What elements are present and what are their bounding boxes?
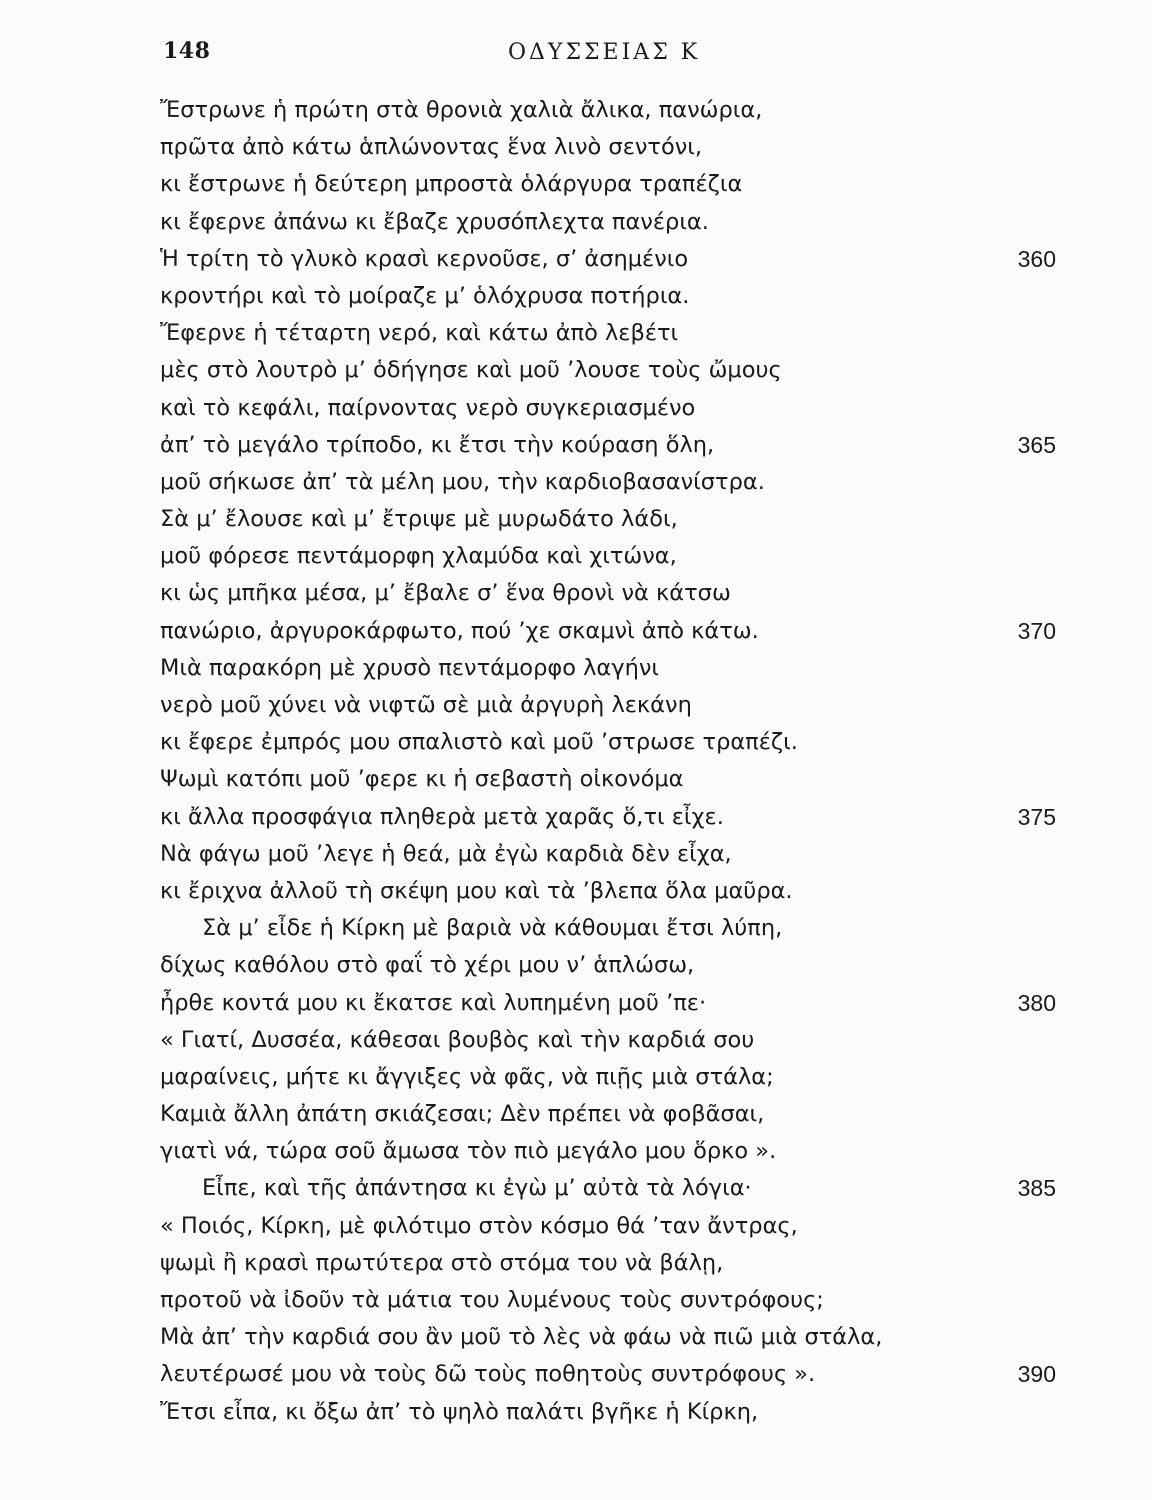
verse-text: πανώριο, ἀργυροκάρφωτο, πού ’χε σκαμνὶ ἀπὸ κάτω. <box>160 617 759 644</box>
line-number: 370 <box>1017 617 1056 644</box>
running-title: ΟΔΥΣΣΕΙΑΣ Κ <box>508 40 701 65</box>
verse-text: λευτέρωσέ μου νὰ τοὺς δῶ τοὺς ποθητοὺς συντρόφους ». <box>160 1361 816 1388</box>
verse-text: Ἔστρωνε ἡ πρώτη στὰ θρονιὰ χαλιὰ ἄλικα, πανώρια, <box>160 97 763 123</box>
verse-text: μὲς στὸ λουτρὸ μ’ ὁδήγησε καὶ μοῦ ’λουσε τοὺς ὤμους <box>160 357 782 384</box>
verse-text: Ἔφερνε ἡ τέταρτη νερό, καὶ κάτω ἀπὸ λεβέτι <box>160 320 679 347</box>
verse-line <box>160 1096 1070 1133</box>
verse-line <box>160 1319 1070 1356</box>
verse-text: μοῦ φόρεσε πεντάμορφη χλαμύδα καὶ χιτώνα, <box>160 543 677 570</box>
verse-text: κι ἔστρωνε ἡ δεύτερη μπροστὰ ὁλάργυρα τραπέζια <box>160 171 743 198</box>
poem-text <box>160 92 1070 1431</box>
verse-text: Ἡ τρίτη τὸ γλυκὸ κρασὶ κερνοῦσε, σ’ ἀσημένιο <box>160 245 689 272</box>
line-number: 385 <box>1017 1175 1056 1202</box>
line-number: 360 <box>1017 245 1056 272</box>
verse-text: κι ἔριχνα ἀλλοῦ τὴ σκέψη μου καὶ τὰ ’βλεπα ὅλα μαῦρα. <box>160 877 793 904</box>
verse-text: « Ποιός, Κίρκη, μὲ φιλότιμο στὸν κόσμο θά ’ταν ἄντρας, <box>160 1212 798 1239</box>
verse-line <box>160 799 1070 836</box>
verse-line <box>160 687 1070 724</box>
verse-line <box>160 464 1070 501</box>
verse-text: Καμιὰ ἄλλη ἀπάτη σκιάζεσαι; Δὲν πρέπει νὰ φοβᾶσαι, <box>160 1101 765 1128</box>
verse-line <box>160 241 1070 278</box>
verse-line <box>160 1170 1070 1207</box>
verse-text: Εἶπε, καὶ τῆς ἀπάντησα κι ἐγὼ μ’ αὐτὰ τὰ λόγια· <box>202 1175 752 1202</box>
verse-line <box>160 910 1070 947</box>
verse-line <box>160 390 1070 427</box>
verse-text: Μὰ ἀπ’ τὴν καρδιά σου ἂν μοῦ τὸ λὲς νὰ φάω νὰ πιῶ μιὰ στάλα, <box>160 1324 883 1351</box>
verse-text: Ἔτσι εἶπα, κι ὄξω ἀπ’ τὸ ψηλὸ παλάτι βγῆκε ἡ Κίρκη, <box>160 1398 759 1425</box>
verse-line <box>160 1133 1070 1170</box>
verse-text: Σὰ μ’ ἔλουσε καὶ μ’ ἔτριψε μὲ μυρωδάτο λάδι, <box>160 506 678 533</box>
line-number: 375 <box>1017 803 1056 830</box>
verse-text: κι ἔφερε ἐμπρός μου σπαλιστὸ καὶ μοῦ ’στρωσε τραπέζι. <box>160 729 798 756</box>
verse-text: κι ἔφερνε ἀπάνω κι ἔβαζε χρυσόπλεχτα πανέρια. <box>160 208 709 235</box>
verse-text: « Γιατί, Δυσσέα, κάθεσαι βουβὸς καὶ τὴν καρδιά σου <box>160 1026 755 1053</box>
verse-text: κροντήρι καὶ τὸ μοίραζε μ’ ὁλόχρυσα ποτήρια. <box>160 282 690 309</box>
verse-line <box>160 1394 1070 1431</box>
verse-line <box>160 985 1070 1022</box>
page-number: 148 <box>163 38 211 64</box>
verse-line <box>160 166 1070 203</box>
verse-line <box>160 1245 1070 1282</box>
verse-text: μαραίνεις, μήτε κι ἄγγιξες νὰ φᾶς, νὰ πιῇς μιὰ στάλα; <box>160 1063 774 1090</box>
verse-line <box>160 427 1070 464</box>
verse-line <box>160 1356 1070 1393</box>
verse-text: ἦρθε κοντά μου κι ἔκατσε καὶ λυπημένη μοῦ ’πε· <box>160 989 707 1016</box>
verse-line <box>160 538 1070 575</box>
verse-line <box>160 836 1070 873</box>
verse-line <box>160 1022 1070 1059</box>
verse-line <box>160 204 1070 241</box>
verse-line <box>160 947 1070 984</box>
verse-line <box>160 613 1070 650</box>
verse-line <box>160 873 1070 910</box>
verse-text: Μιὰ παρακόρη μὲ χρυσὸ πεντάμορφο λαγήνι <box>160 654 660 681</box>
line-number: 365 <box>1017 431 1056 458</box>
verse-line <box>160 575 1070 612</box>
verse-line <box>160 1208 1070 1245</box>
verse-line <box>160 315 1070 352</box>
verse-line <box>160 761 1070 798</box>
verse-text: ψωμὶ ἢ κρασὶ πρωτύτερα στὸ στόμα του νὰ βάλῃ, <box>160 1249 724 1276</box>
verse-text: προτοῦ νὰ ἰδοῦν τὰ μάτια του λυμένους τοὺς συντρόφους; <box>160 1287 824 1313</box>
verse-text: πρῶτα ἀπὸ κάτω ἁπλώνοντας ἕνα λινὸ σεντόνι, <box>160 134 703 161</box>
verse-line <box>160 278 1070 315</box>
verse-line <box>160 501 1070 538</box>
verse-line <box>160 650 1070 687</box>
verse-text: δίχως καθόλου στὸ φαΐ τὸ χέρι μου ν’ ἁπλώσω, <box>160 952 695 979</box>
verse-text: ἀπ’ τὸ μεγάλο τρίποδο, κι ἔτσι τὴν κούραση ὅλη, <box>160 431 715 458</box>
verse-line <box>160 129 1070 166</box>
verse-text: μοῦ σήκωσε ἀπ’ τὰ μέλη μου, τὴν καρδιοβασανίστρα. <box>160 468 765 495</box>
verse-line <box>160 724 1070 761</box>
verse-text: νερὸ μοῦ χύνει νὰ νιφτῶ σὲ μιὰ ἀργυρὴ λεκάνη <box>160 692 692 718</box>
verse-line <box>160 352 1070 389</box>
verse-line <box>160 92 1070 129</box>
line-number: 390 <box>1017 1361 1056 1388</box>
verse-text: γιατὶ νά, τώρα σοῦ ἄμωσα τὸν πιὸ μεγάλο μου ὅρκο ». <box>160 1138 777 1165</box>
verse-text: Ψωμὶ κατόπι μοῦ ’φερε κι ἡ σεβαστὴ οἰκονόμα <box>160 766 684 793</box>
verse-text: κι ἄλλα προσφάγια πληθερὰ μετὰ χαρᾶς ὅ,τι εἶχε. <box>160 803 724 830</box>
line-number: 380 <box>1017 989 1056 1016</box>
verse-text: κι ὡς μπῆκα μέσα, μ’ ἔβαλε σ’ ἕνα θρονὶ νὰ κάτσω <box>160 580 731 607</box>
verse-line <box>160 1059 1070 1096</box>
verse-text: Σὰ μ’ εἶδε ἡ Κίρκη μὲ βαριὰ νὰ κάθουμαι ἔτσι λύπη, <box>202 915 783 942</box>
verse-line <box>160 1282 1070 1319</box>
verse-text: καὶ τὸ κεφάλι, παίρνοντας νερὸ συγκεριασμένο <box>160 394 696 421</box>
verse-text: Νὰ φάγω μοῦ ’λεγε ἡ θεά, μὰ ἐγὼ καρδιὰ δὲν εἶχα, <box>160 840 732 867</box>
